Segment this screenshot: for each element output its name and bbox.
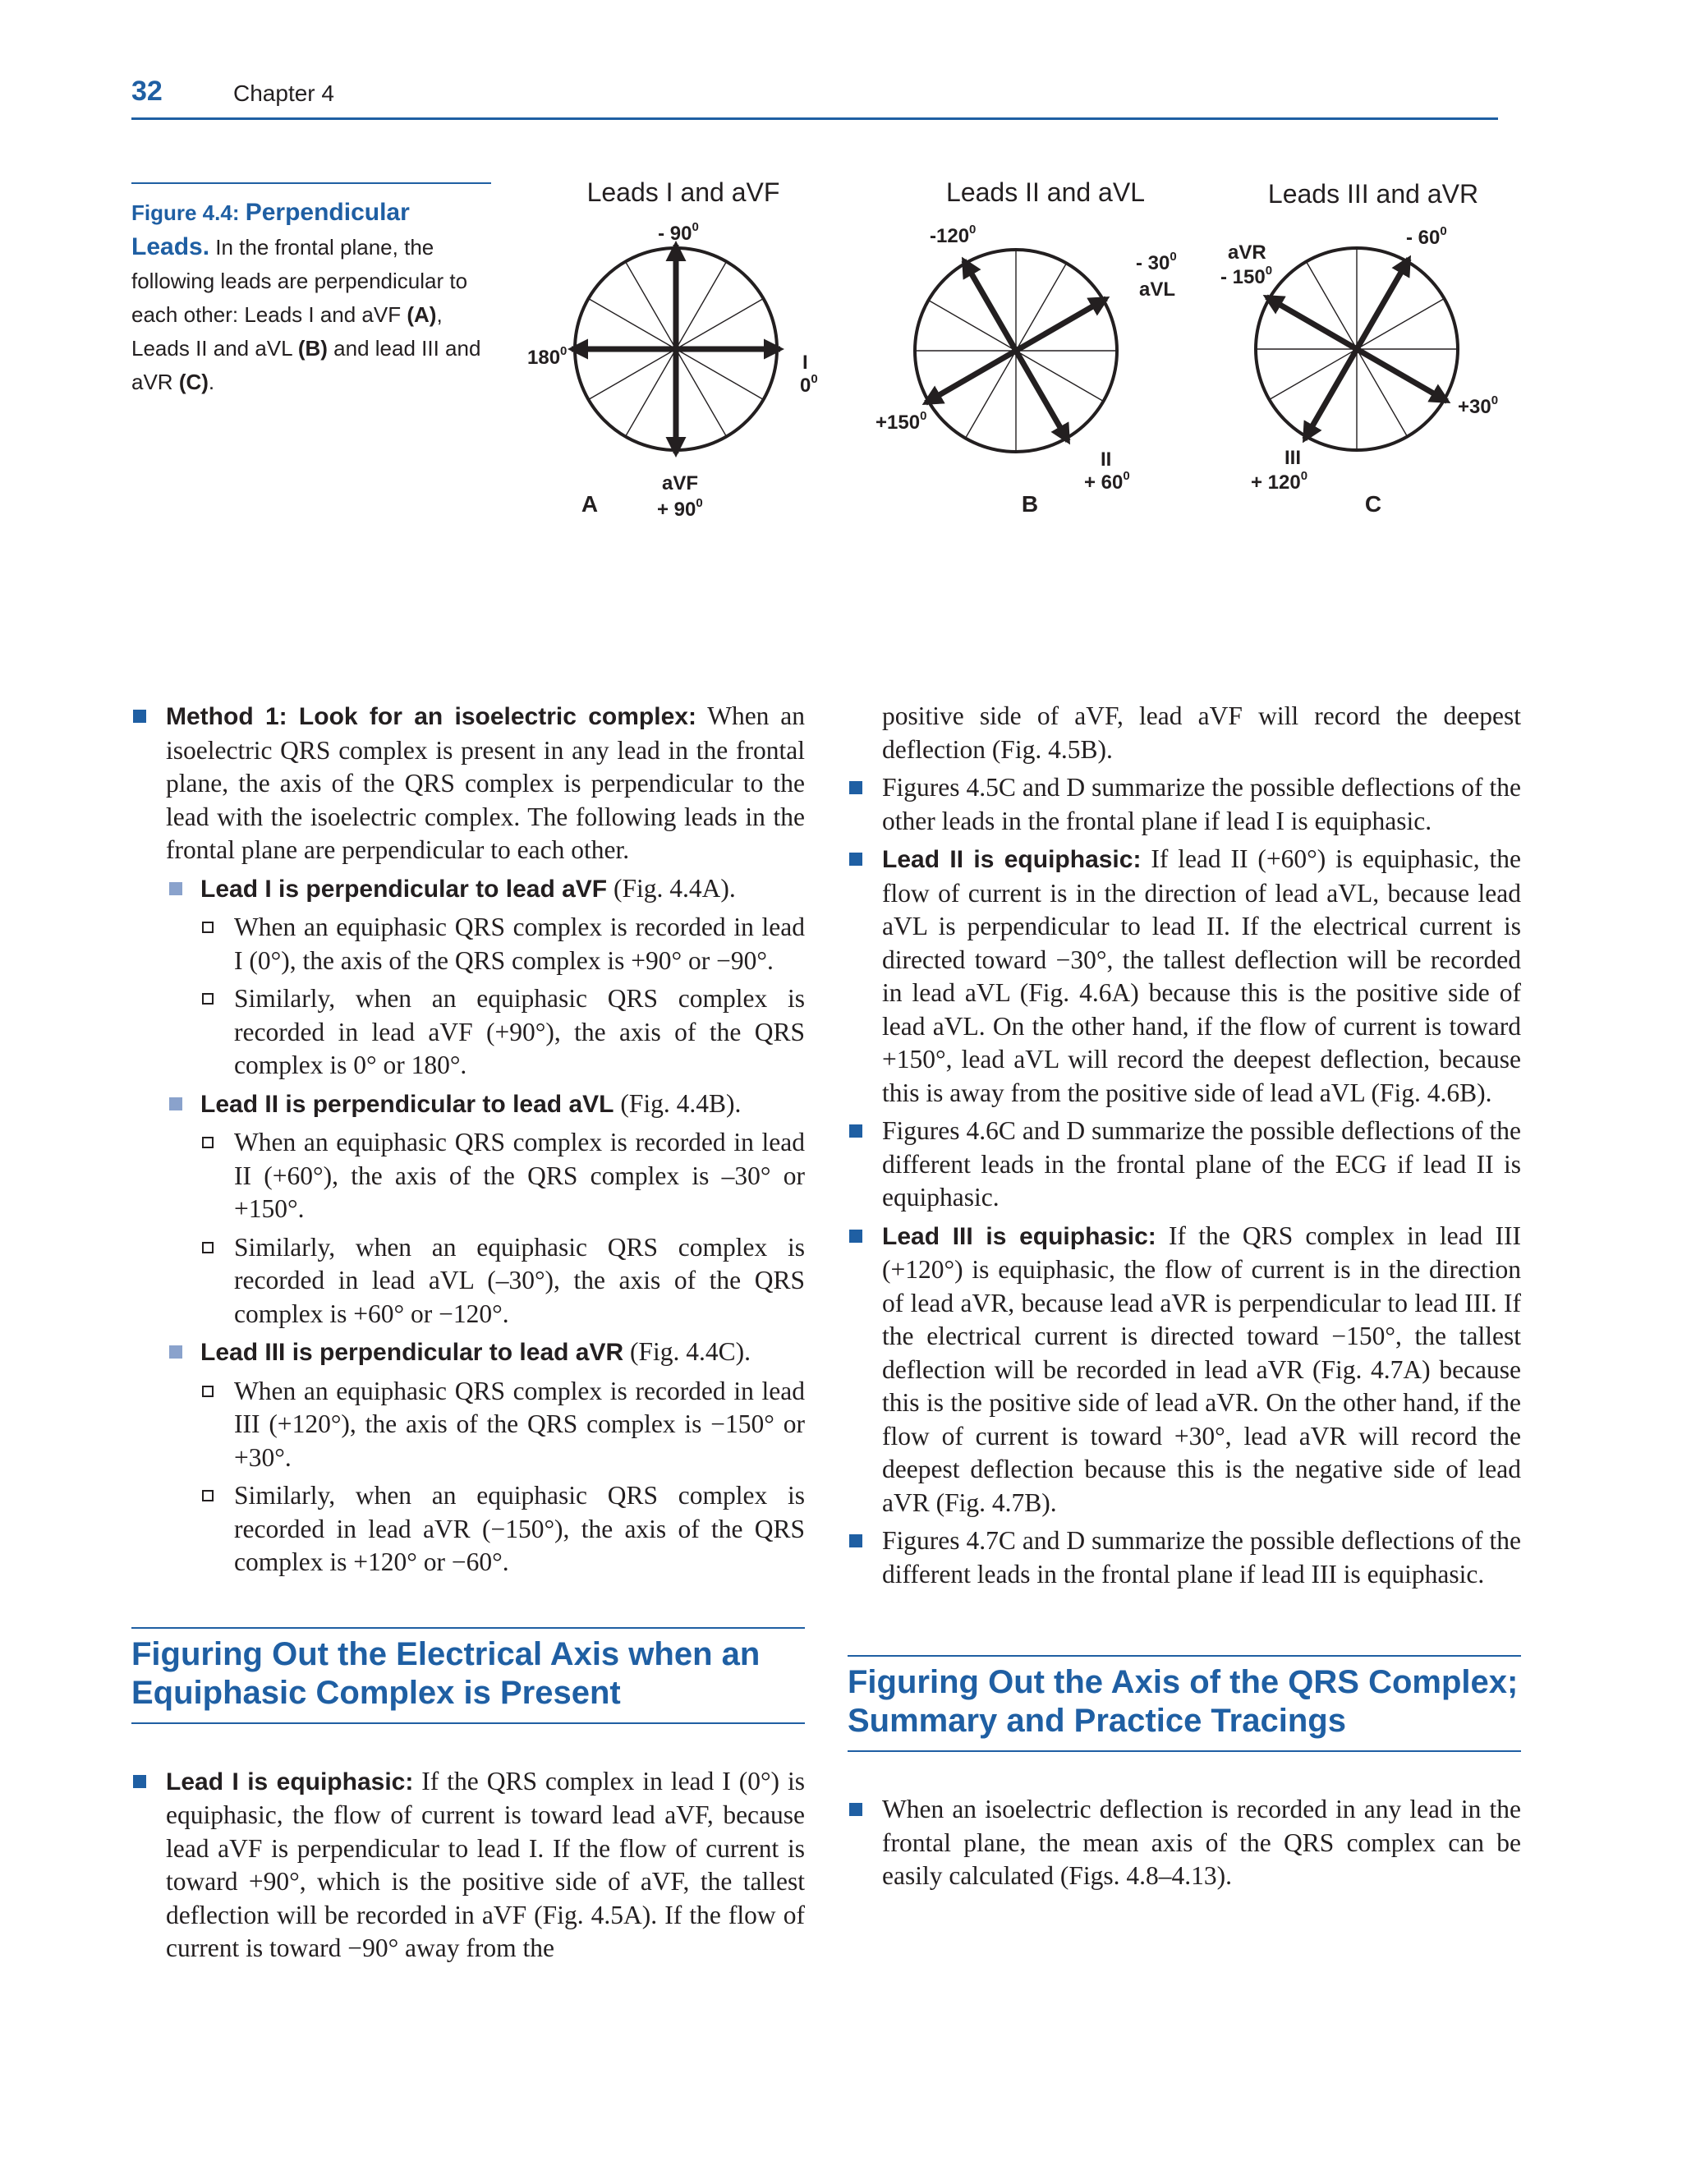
item-text: Similarly, when an equiphasic QRS complex is recorded in lead aVR (−150°), the axis of the QRS complex is +120° or −60°. xyxy=(234,1481,805,1576)
angle-label: + $120^0$ xyxy=(1251,469,1308,494)
lead-arrow xyxy=(1305,349,1358,439)
lead-name-label: aVF xyxy=(661,472,699,494)
item-text: When an equiphasic QRS complex is recorded in lead II (+60°), the axis of the QRS complex is –30° or +150°. xyxy=(234,1128,805,1223)
item-text: Similarly, when an equiphasic QRS complex is recorded in lead aVF (+90°), the axis of the QRS complex is 0° or 180°. xyxy=(234,984,805,1079)
item-text: Similarly, when an equiphasic QRS complex is recorded in lead aVL (–30°), the axis of the QRS complex is +60° or −120°. xyxy=(234,1232,805,1328)
section-heading: Figuring Out the Axis of the QRS Complex; Summary and Practice Tracings xyxy=(848,1655,1521,1752)
item-text: When an isoelectric deflection is recorded in any lead in the frontal plane, the mean axis of the QRS complex can be easily calculated (Figs. 4.8–4.13). xyxy=(882,1795,1521,1890)
panel-b xyxy=(875,177,1177,517)
lead-name-label: II xyxy=(1101,448,1112,471)
figure-title: Perpendicular Leads. xyxy=(131,199,410,260)
caption-ref-c: (C) xyxy=(178,370,209,394)
right-column xyxy=(848,700,1521,1898)
caption-ref-b: (B) xyxy=(297,336,328,361)
item-text: Figures 4.7C and D summarize the possible deflections of the different leads in the frontal plane if lead III is equiphasic. xyxy=(882,1526,1521,1589)
list-item xyxy=(848,1793,1521,1893)
square-bullet-icon xyxy=(169,882,182,895)
figure-label: Figure 4.4: xyxy=(131,200,240,225)
square-bullet-icon xyxy=(849,781,862,794)
angle-label: $+30^0$ xyxy=(1458,393,1499,418)
square-bullet-icon xyxy=(849,1230,862,1243)
caption-text: , Leads II and aVL xyxy=(131,302,443,361)
list-item xyxy=(131,1479,805,1579)
item-lead: Lead II is perpendicular to lead aVL xyxy=(200,1090,614,1118)
lead-arrow xyxy=(926,351,1016,403)
square-bullet-icon xyxy=(849,1534,862,1547)
lead-arrow xyxy=(1266,297,1357,350)
lead-circle xyxy=(915,250,1117,452)
lead-name-label: I xyxy=(802,352,808,374)
item-lead: Lead III is perpendicular to lead aVR xyxy=(200,1339,624,1366)
list-item xyxy=(131,1126,805,1226)
lead-arrow xyxy=(1357,259,1409,349)
item-lead: Method 1: Look for an isoelectric complex: xyxy=(166,703,696,730)
panel-letter: A xyxy=(581,491,599,517)
item-text: Figures 4.5C and D summarize the possible deflections of the other leads in the frontal plane if lead I is equiphasic. xyxy=(882,773,1521,835)
checkbox-bullet-icon xyxy=(202,1490,214,1501)
checkbox-bullet-icon xyxy=(202,1137,214,1148)
item-text: When an isoelectric QRS complex is present in any lead in the frontal plane, the axis of the QRS complex is perpendicular to the lead with the isoelectric complex. The following leads in the frontal plane are perpendicular to each other. xyxy=(166,701,806,864)
square-bullet-icon xyxy=(849,1803,862,1816)
angle-label: $-120^0$ xyxy=(930,223,977,247)
panel-letter: C xyxy=(1364,491,1382,517)
checkbox-bullet-icon xyxy=(202,993,214,1005)
square-bullet-icon xyxy=(169,1345,182,1359)
continued-text: positive side of aVF, lead aVF will record the deepest deflection (Fig. 4.5B). xyxy=(882,701,1521,764)
item-text: If lead II (+60°) is equiphasic, the flow of current is in the direction of lead aVL, because lead aVL is perpendicular to lead II. If the electrical current is directed toward −30°, the tallest deflection will be recorded in lead aVL (Fig. 4.6A) because this is the positive side of lead aVL. On the other hand, if the flow of current is toward +150°, lead aVL will record the deepest deflection, because this is away from the positive side of lead aVL (Fig. 4.6B). xyxy=(882,844,1521,1107)
list-item xyxy=(848,1220,1521,1520)
item-text: When an equiphasic QRS complex is recorded in lead III (+120°), the axis of the QRS complex is −150° or +30°. xyxy=(234,1376,805,1472)
angle-label: $180^0$ xyxy=(527,344,568,369)
lead-circle xyxy=(572,245,780,453)
item-lead: Lead II is equiphasic: xyxy=(882,846,1142,873)
angle-label: - $30^0$ xyxy=(1136,250,1177,274)
panel-heading: Leads II and aVL xyxy=(946,177,1145,207)
angle-label: + $60^0$ xyxy=(1084,469,1130,494)
angle-label: $0^0$ xyxy=(800,372,818,397)
list-item xyxy=(848,1115,1521,1215)
angle-label: - $60^0$ xyxy=(1406,224,1447,249)
list-item xyxy=(131,700,805,867)
item-lead: Lead I is equiphasic: xyxy=(166,1768,414,1795)
item-text: (Fig. 4.4C). xyxy=(623,1337,751,1366)
lead-name-label: aVL xyxy=(1139,278,1176,301)
item-text: (Fig. 4.4A). xyxy=(607,873,736,903)
square-bullet-icon xyxy=(849,1124,862,1138)
panel-heading: Leads I and aVF xyxy=(586,177,780,207)
panel-c xyxy=(1220,179,1498,517)
panel-a xyxy=(527,177,818,521)
header-rule xyxy=(131,117,1498,120)
item-text: (Fig. 4.4B). xyxy=(614,1088,742,1118)
list-item xyxy=(131,1087,805,1122)
square-bullet-icon xyxy=(133,710,146,723)
panel-heading: Leads III and aVR xyxy=(1267,179,1479,209)
square-bullet-icon xyxy=(169,1097,182,1110)
checkbox-bullet-icon xyxy=(202,922,214,933)
figure-caption xyxy=(131,182,491,399)
angle-label: - $150^0$ xyxy=(1220,264,1273,288)
item-text: If the QRS complex in lead I (0°) is equiphasic, the flow of current is toward lead aVF, because lead aVF is perpendicular to lead I. If the flow of current is toward +90°, which is the positive side of aVF, the tallest deflection will be recorded in aVF (Fig. 4.5A). If the flow of current is toward −90° away from the xyxy=(166,1766,806,1962)
lead-arrow xyxy=(1357,349,1447,402)
lead-name-label: III xyxy=(1284,447,1302,469)
list-item xyxy=(131,1375,805,1475)
angle-label: - $90^0$ xyxy=(658,220,699,245)
item-lead: Lead I is perpendicular to lead aVF xyxy=(200,875,608,903)
checkbox-bullet-icon xyxy=(202,1242,214,1253)
list-item xyxy=(131,1765,805,1966)
item-text: Figures 4.6C and D summarize the possible deflections of the different leads in the frontal plane of the ECG if lead II is equiphasic. xyxy=(882,1116,1521,1212)
item-text: When an equiphasic QRS complex is recorded in lead I (0°), the axis of the QRS complex is +90° or −90°. xyxy=(234,913,805,975)
list-item xyxy=(848,1524,1521,1591)
list-item xyxy=(131,1336,805,1370)
lead-name-label: aVR xyxy=(1228,241,1266,264)
square-bullet-icon xyxy=(849,853,862,866)
checkbox-bullet-icon xyxy=(202,1386,214,1397)
angle-label: $+150^0$ xyxy=(875,409,927,434)
lead-arrow xyxy=(1016,351,1068,441)
lead-diagrams xyxy=(509,177,1519,538)
list-item xyxy=(131,911,805,977)
caption-ref-a: (A) xyxy=(407,302,437,327)
list-item xyxy=(131,982,805,1083)
square-bullet-icon xyxy=(133,1775,146,1788)
lead-arrow xyxy=(1016,299,1106,352)
caption-text: and lead III and aVR xyxy=(131,336,481,394)
list-item xyxy=(848,771,1521,838)
item-text: If the QRS complex in lead III (+120°) is equiphasic, the flow of current is in the direction of lead aVR, because lead aVR is perpendicular to lead III. If the electrical current is directed toward −150°, the tallest deflection will be recorded in lead aVR (Fig. 4.7A) because this is the positive side of lead aVR. On the other hand, if the flow of current is toward +30°, lead aVR will record the deepest deflection because this is the negative side of lead aVR (Fig. 4.7B). xyxy=(882,1221,1522,1517)
list-item xyxy=(131,872,805,907)
list-item xyxy=(848,843,1521,1110)
chapter-label: Chapter 4 xyxy=(233,80,334,106)
left-column xyxy=(131,700,805,1970)
list-item xyxy=(131,1231,805,1331)
lead-circle xyxy=(1256,248,1458,450)
section-heading: Figuring Out the Electrical Axis when an Equiphasic Complex is Present xyxy=(131,1627,805,1724)
lead-arrow xyxy=(964,260,1017,351)
page-number: 32 xyxy=(131,76,163,107)
angle-label: + $90^0$ xyxy=(657,496,703,521)
item-lead: Lead III is equiphasic: xyxy=(882,1222,1156,1250)
caption-text: In the frontal plane, the following leads are perpendicular to each other: Leads I and aVF xyxy=(131,235,468,327)
panel-letter: B xyxy=(1021,491,1039,517)
caption-text: . xyxy=(208,370,215,394)
page-header xyxy=(131,76,1498,122)
